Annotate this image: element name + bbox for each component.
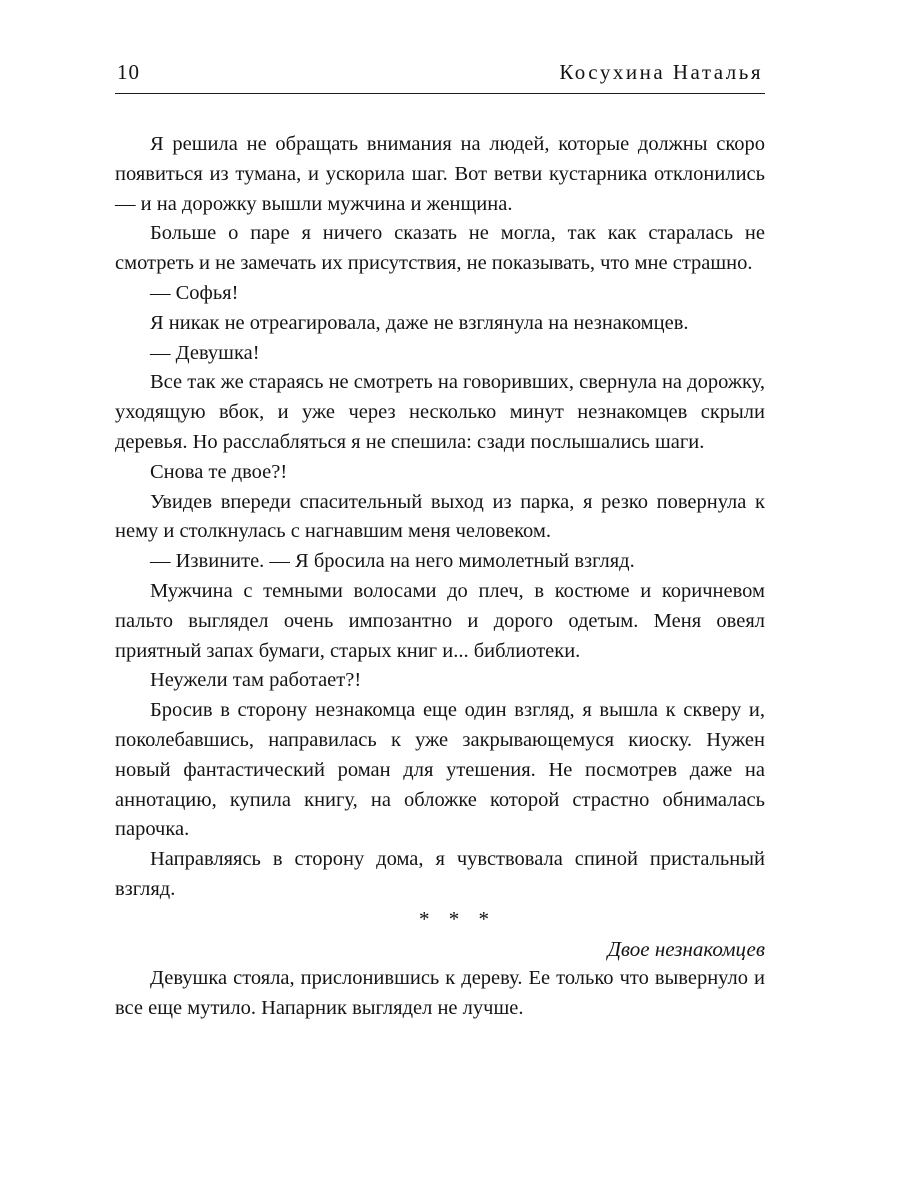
paragraph: Я никак не отреагировала, даже не взглянула на незнакомцев. [150,311,689,334]
paragraph: Бросив в сторону незнакомца еще один взгляд, я вышла к скверу и, поколебавшись, направилась к уже закрывающемуся киоску. Нужен новый фантастический роман для утешения. Не посмотрев даже на аннотацию, купила книгу, на обложке которой страстно обнималась парочка. [115,699,765,841]
paragraph: Я решила не обращать внимания на людей, которые должны скоро появиться из тумана, и ускорила шаг. Вот ветви кустарника отклонились — и на дорожку вышли мужчина и женщина. [115,133,765,215]
page-number: 10 [117,60,140,84]
paragraph: Неужели там работает?! [150,669,362,692]
paragraph: Все так же стараясь не смотреть на говоривших, свернула на дорожку, уходящую вбок, и уже через несколько минут незнакомцев скрыли деревья. Но расслабляться я не спешила: сзади послышались шаги. [115,371,765,453]
paragraph: Увидев впереди спасительный выход из парка, я резко повернула к нему и столкнулась с нагнавшим меня человеком. [115,490,765,543]
dialogue-line: — Софья! [150,281,239,304]
page-header [115,60,765,91]
paragraph: Снова те двое?! [150,460,288,483]
dialogue-line: — Извините. — Я бросила на него мимолетный взгляд. [150,550,635,573]
header-divider [115,93,765,94]
scene-title: Двое незнакомцев [607,936,765,961]
scene-separator: * * * [419,906,496,931]
author-name: Косухина Наталья [559,60,763,84]
paragraph: Девушка стояла, прислонившись к дереву. Ее только что вывернуло и все еще мутило. Напарник выглядел не лучше. [115,967,765,1020]
dialogue-line: — Девушка! [150,341,260,364]
paragraph: Больше о паре я ничего сказать не могла, так как старалась не смотреть и не замечать их присутствия, не показывать, что мне страшно. [115,222,765,275]
paragraph: Мужчина с темными волосами до плеч, в костюме и коричневом пальто выглядел очень импозантно и дорого одетым. Меня овеял приятный запах бумаги, старых книг и... библиотеки. [115,579,765,662]
body-text [115,130,765,1024]
paragraph: Направляясь в сторону дома, я чувствовала спиной пристальный взгляд. [115,848,765,900]
